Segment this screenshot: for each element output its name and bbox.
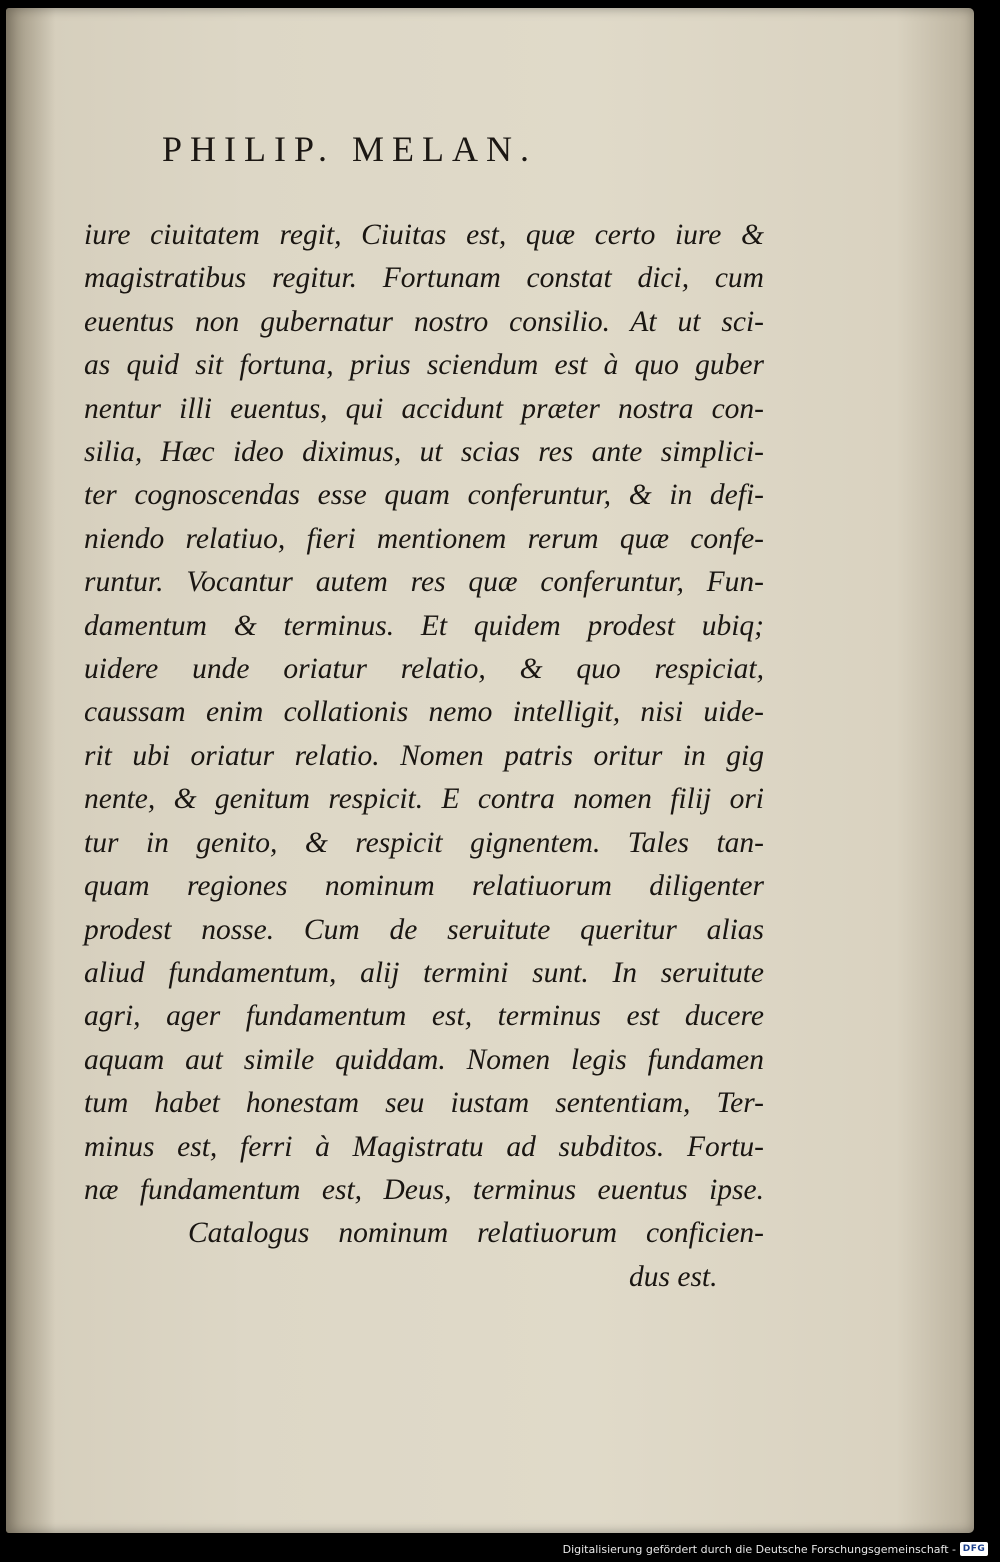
text-line: quam regiones nominum relatiuorum diligenter — [84, 870, 764, 903]
text-line: uidere unde oriatur relatio, & quo respiciat, — [84, 653, 764, 686]
page-gutter-shadow — [6, 8, 56, 1533]
text-line: prodest nosse. Cum de seruitute queritur alias — [84, 913, 764, 946]
book-page — [6, 8, 974, 1533]
text-line: damentum & terminus. Et quidem prodest ubiq; — [84, 609, 764, 642]
text-line: iure ciuitatem regit, Ciuitas est, quæ certo iure & — [84, 219, 764, 251]
body-text — [84, 214, 764, 1299]
dfg-logo-icon: DFG — [960, 1542, 988, 1556]
credit-text: Digitalisierung gefördert durch die Deutsche Forschungsgemeinschaft - — [562, 1542, 956, 1556]
text-line: minus est, ferri à Magistratu ad subditos. Fortu- — [84, 1130, 764, 1163]
digitization-credit — [563, 1540, 988, 1558]
text-line: caussam enim collationis nemo intelligit, nisi uide- — [84, 696, 764, 729]
text-line: euentus non gubernatur nostro consilio. At ut sci- — [84, 305, 764, 338]
text-line: as quid sit fortuna, prius sciendum est à quo guber — [84, 349, 764, 382]
text-line: runtur. Vocantur autem res quæ conferuntur, Fun- — [84, 566, 764, 599]
catchword: dus est. — [629, 1260, 718, 1293]
text-line: næ fundamentum est, Deus, terminus euentus ipse. — [84, 1173, 764, 1206]
text-line: aliud fundamentum, alij termini sunt. In seruitute — [84, 956, 764, 989]
indented-text-line: Catalogus nominum relatiuorum conficien- — [188, 1217, 764, 1250]
text-line: nentur illi euentus, qui accidunt præter nostra con- — [84, 392, 764, 425]
text-line: nente, & genitum respicit. E contra nomen filij ori — [84, 783, 764, 816]
text-line: magistratibus regitur. Fortunam constat dici, cum — [84, 262, 764, 295]
text-line: tum habet honestam seu iustam sententiam, Ter- — [84, 1087, 764, 1120]
text-line: silia, Hæc ideo diximus, ut scias res ante simplici- — [84, 436, 764, 469]
text-line: agri, ager fundamentum est, terminus est ducere — [84, 1000, 764, 1033]
text-line: tur in genito, & respicit gignentem. Tales tan- — [84, 826, 764, 859]
text-line: ter cognoscendas esse quam conferuntur, & in defi- — [84, 479, 764, 512]
running-head: PHILIP. MELAN. — [162, 129, 538, 169]
text-line: aquam aut simile quiddam. Nomen legis fundamen — [84, 1043, 764, 1076]
text-line: rit ubi oriatur relatio. Nomen patris oritur in gig — [84, 739, 764, 772]
text-line: niendo relatiuo, fieri mentionem rerum quæ confe- — [84, 522, 764, 555]
